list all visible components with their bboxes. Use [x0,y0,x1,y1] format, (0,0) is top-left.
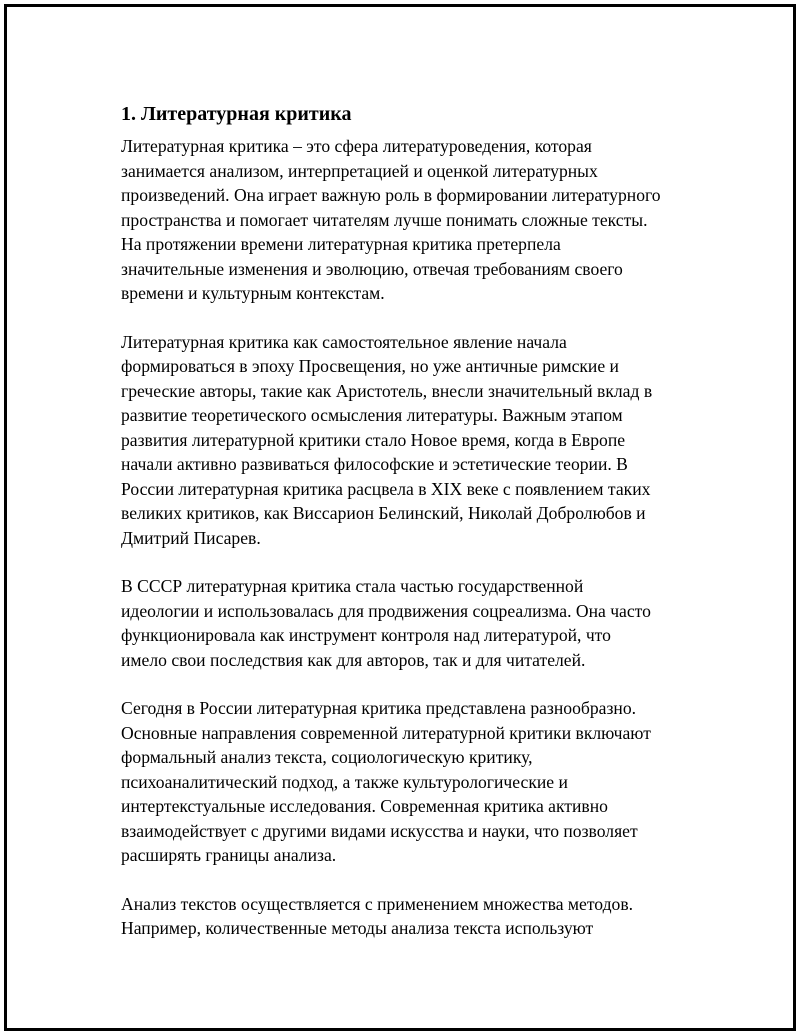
text-line: греческие авторы, такие как Аристотель, внесли значительный вклад в [121,380,653,401]
text-line: Например, количественные методы анализа текста используют [121,918,594,938]
text-line: Дмитрий Писарев. [121,527,261,548]
text-line: развитие теоретического осмысления литературы. Важным этапом [121,405,623,425]
text-line: функционировала как инструмент контроля над литературой, что [121,625,611,645]
paragraph-methods [121,892,711,941]
text-line: идеологии и использовалась для продвижения соцреализма. Она часто [121,600,651,621]
text-line: великих критиков, как Виссарион Белинский, Николай Добролюбов и [121,503,646,523]
text-line: Литературная критика – это сфера литературоведения, которая [121,136,592,156]
text-line: На протяжении времени литературная критика претерпела [121,234,561,254]
paragraph-history [121,330,711,551]
document-body [121,102,711,965]
text-line: России литературная критика расцвела в XIX веке с появлением таких [121,478,651,499]
page-frame [4,4,796,1031]
text-line: начали активно развиваться философские и эстетические теории. В [121,454,628,474]
text-line: пространства и помогает читателям лучше понимать сложные тексты. [121,209,648,230]
text-line: психоаналитический подход, а также культурологические и [121,771,568,792]
text-line: взаимодействует с другими видами искусства и науки, что позволяет [121,820,638,841]
text-line: развития литературной критики стало Новое время, когда в Европе [121,429,626,450]
section-title: 1. Литературная критика [121,103,352,125]
text-line: Сегодня в России литературная критика представлена разнообразно. [121,698,637,718]
text-line: В СССР литературная критика стала частью государственной [121,576,584,596]
paragraph-modern [121,696,711,868]
text-line: Анализ текстов осуществляется с применением множества методов. [121,893,634,914]
text-line: времени и культурным контекстам. [121,283,385,303]
text-line: формальный анализ текста, социологическую критику, [121,747,533,767]
text-line: формироваться в эпоху Просвещения, но уже античные римские и [121,356,619,376]
text-line: расширять границы анализа. [121,845,337,865]
text-line: занимается анализом, интерпретацией и оценкой литературных [121,160,598,181]
paragraph-ussr [121,574,711,672]
text-line: интертекстуальные исследования. Современная критика активно [121,796,608,816]
paragraph-intro [121,134,711,306]
text-line: Литературная критика как самостоятельное явление начала [121,331,567,352]
text-line: значительные изменения и эволюцию, отвечая требованиям своего [121,258,623,279]
text-line: имело свои последствия как для авторов, так и для читателей. [121,649,586,670]
text-line: произведений. Она играет важную роль в формировании литературного [121,185,661,205]
text-line: Основные направления современной литературной критики включают [121,722,651,743]
